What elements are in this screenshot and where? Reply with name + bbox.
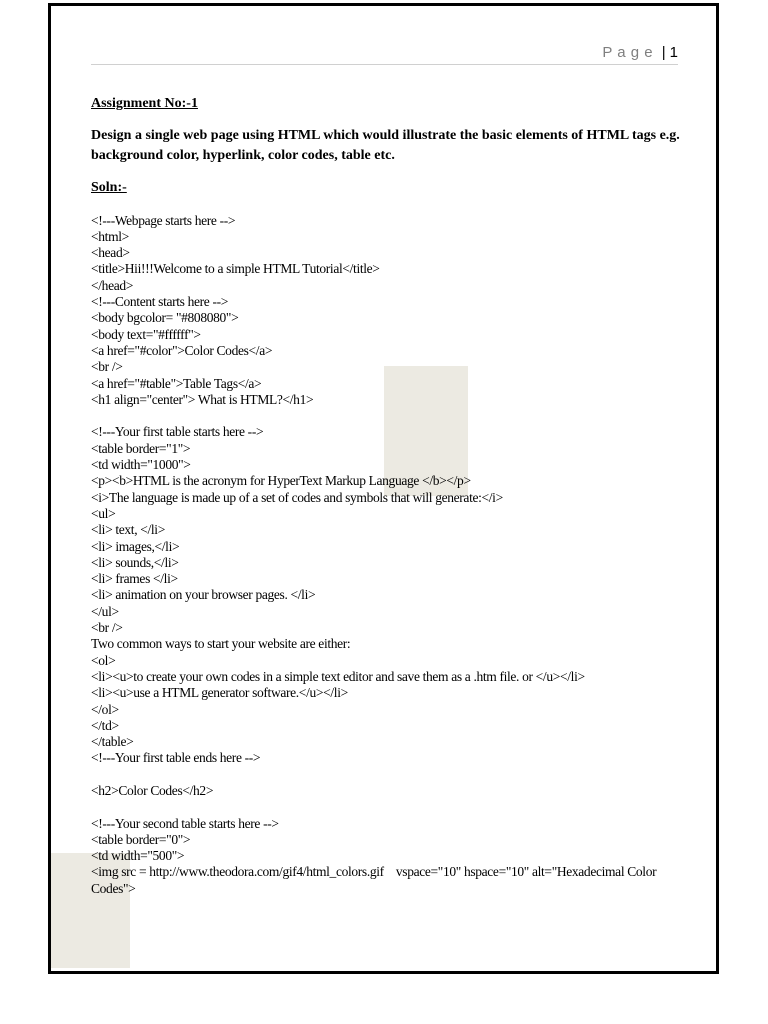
page-separator: | — [661, 44, 666, 61]
page-label: P a g e — [602, 44, 654, 61]
code-line: <li> images,</li> — [91, 538, 180, 554]
code-line: </ul> — [91, 603, 119, 619]
code-line: <li> text, </li> — [91, 522, 165, 538]
header-rule — [91, 64, 678, 65]
assignment-title: Assignment No:-1 — [91, 96, 198, 111]
code-line: <li><u>use a HTML generator software.</u></li> — [91, 685, 348, 701]
code-line: <li> animation on your browser pages. </li> — [91, 587, 316, 603]
code-line: <td width="500"> — [91, 848, 185, 864]
code-line: <h1 align="center"> What is HTML?</h1> — [91, 391, 314, 407]
code-line: <!---Webpage starts here --> — [91, 212, 236, 228]
code-line: <head> — [91, 245, 130, 261]
code-line: <ul> — [91, 505, 116, 521]
code-line — [91, 408, 681, 424]
code-line: <br /> — [91, 359, 123, 375]
code-line: <li> frames </li> — [91, 571, 178, 587]
code-line — [91, 767, 681, 783]
code-line: <!---Your first table ends here --> — [91, 750, 261, 766]
code-line: <li> sounds,</li> — [91, 554, 179, 570]
code-line: <a href="#table">Table Tags</a> — [91, 375, 262, 391]
code-line: <table border="1"> — [91, 440, 191, 456]
code-line: <table border="0"> — [91, 831, 191, 847]
document-body — [91, 96, 681, 897]
page-header — [91, 44, 678, 61]
code-line: <i>The language is made up of a set of codes and symbols that will generate:</i> — [91, 489, 503, 505]
code-line: <ol> — [91, 652, 116, 668]
code-listing — [91, 213, 681, 897]
code-line — [91, 799, 681, 815]
code-line: <td width="1000"> — [91, 457, 191, 473]
code-line: <body text="#ffffff"> — [91, 326, 201, 342]
code-line: <a href="#color">Color Codes</a> — [91, 342, 273, 358]
page-number: 1 — [669, 44, 678, 61]
code-line: </td> — [91, 717, 119, 733]
code-line: <h2>Color Codes</h2> — [91, 782, 214, 798]
solution-label: Soln:- — [91, 180, 127, 196]
code-line: <title>Hii!!!Welcome to a simple HTML Tutorial</title> — [91, 261, 380, 277]
code-line: Two common ways to start your website are either: — [91, 636, 351, 652]
code-line: <!---Content starts here --> — [91, 294, 228, 310]
code-line: <br /> — [91, 620, 123, 636]
code-line: <img src = http://www.theodora.com/gif4/html_colors.gif vspace="10" hspace="10" alt="Hexadecimal Color Codes"> — [91, 864, 660, 896]
code-line: </head> — [91, 277, 134, 293]
code-line: <li><u>to create your own codes in a simple text editor and save them as a .htm file. or </u></li> — [91, 668, 585, 684]
code-line: <!---Your second table starts here --> — [91, 815, 279, 831]
code-line: <!---Your first table starts here --> — [91, 424, 264, 440]
code-line: <body bgcolor= "#808080"> — [91, 310, 239, 326]
question-text: Design a single web page using HTML which would illustrate the basic elements of HTML tags e.g. background color, hyperlink, color codes, table etc. — [91, 128, 680, 164]
code-line: <html> — [91, 228, 129, 244]
code-line: <p><b>HTML is the acronym for HyperText Markup Language </b></p> — [91, 473, 471, 489]
code-line: </ol> — [91, 701, 119, 717]
code-line: </table> — [91, 734, 134, 750]
